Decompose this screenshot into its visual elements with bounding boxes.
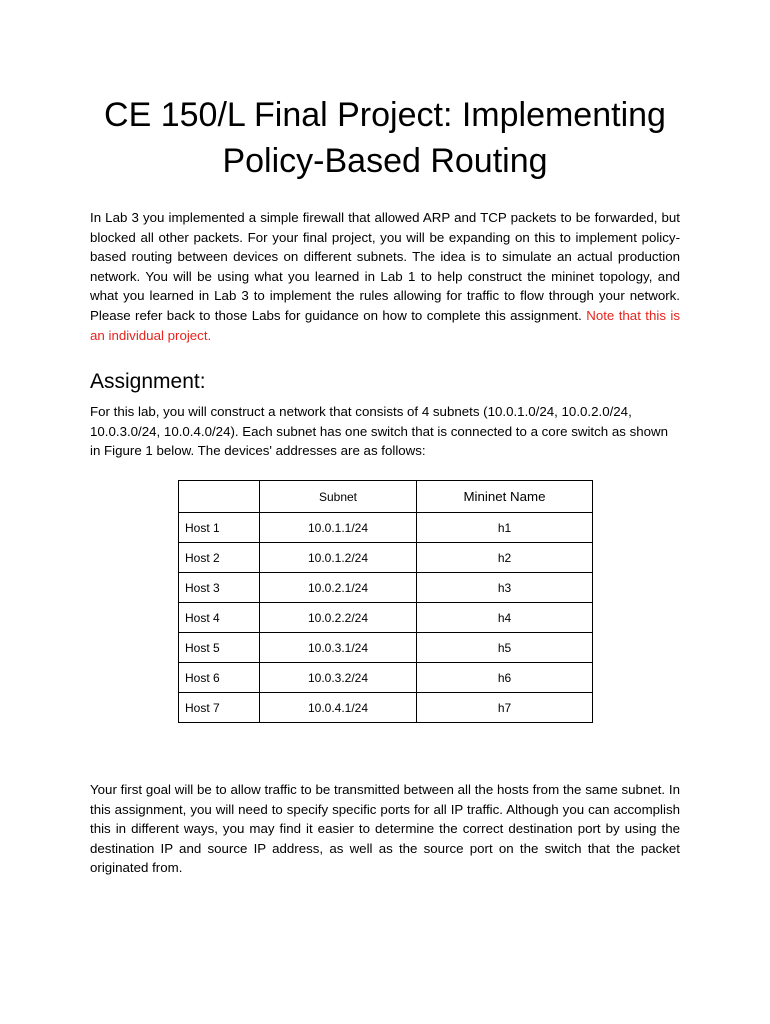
table-row xyxy=(179,663,593,693)
subnet-cell: 10.0.3.2/24 xyxy=(260,663,417,693)
mininet-name-cell: h4 xyxy=(417,603,593,633)
host-cell: Host 5 xyxy=(179,633,260,663)
table-row xyxy=(179,603,593,633)
host-cell: Host 7 xyxy=(179,693,260,723)
table-row xyxy=(179,633,593,663)
title-line-2: Policy-Based Routing xyxy=(222,142,548,180)
table-header-row xyxy=(179,481,593,513)
table-row xyxy=(179,543,593,573)
intro-text: In Lab 3 you implemented a simple firewall that allowed ARP and TCP packets to be forwarded, but blocked all other packets. For your final project, you will be expanding on this to implement policy-based routing between devices on different subnets. The idea is to simulate an actual production network. You will be using what you learned in Lab 1 to help construct the mininet topology, and what you learned in Lab 3 to implement the rules allowing for traffic to flow through your network. Please refer back to those Labs for guidance on how to complete this assignment. xyxy=(90,210,680,323)
header-cell-subnet: Subnet xyxy=(260,481,417,513)
mininet-name-cell: h3 xyxy=(417,573,593,603)
page-title xyxy=(60,92,710,184)
mininet-name-cell: h6 xyxy=(417,663,593,693)
subnet-cell: 10.0.1.2/24 xyxy=(260,543,417,573)
first-goal-paragraph: Your first goal will be to allow traffic to be transmitted between all the hosts from the same subnet. In this assignment, you will need to specify specific ports for all IP traffic. Although you can accomplish this in different ways, you may find it easier to determine the correct destination port by using the destination IP and source IP address, as well as the source port on the switch that the packet originated from. xyxy=(90,782,680,876)
assignment-heading: Assignment: xyxy=(90,370,206,393)
assignment-paragraph: For this lab, you will construct a network that consists of 4 subnets (10.0.1.0/24, 10.0.2.0/24, 10.0.3.0/24, 10.0.4.0/24). Each subnet has one switch that is connected to a core switch as shown in Figure 1 below. The devices' addresses are as follows: xyxy=(90,404,669,459)
mininet-name-cell: h1 xyxy=(417,513,593,543)
subnet-cell: 10.0.2.2/24 xyxy=(260,603,417,633)
subnet-cell: 10.0.4.1/24 xyxy=(260,693,417,723)
table-row xyxy=(179,573,593,603)
mininet-name-cell: h7 xyxy=(417,693,593,723)
table-row xyxy=(179,693,593,723)
host-address-table xyxy=(178,480,593,723)
title-line-1: CE 150/L Final Project: Implementing xyxy=(104,96,666,134)
host-cell: Host 1 xyxy=(179,513,260,543)
subnet-cell: 10.0.3.1/24 xyxy=(260,633,417,663)
host-cell: Host 2 xyxy=(179,543,260,573)
mininet-name-cell: h2 xyxy=(417,543,593,573)
host-cell: Host 4 xyxy=(179,603,260,633)
mininet-name-cell: h5 xyxy=(417,633,593,663)
intro-paragraph xyxy=(90,208,680,345)
header-cell-blank xyxy=(179,481,260,513)
host-cell: Host 3 xyxy=(179,573,260,603)
individual-project-note: Note that this is an individual project. xyxy=(90,307,680,343)
table-row xyxy=(179,513,593,543)
host-cell: Host 6 xyxy=(179,663,260,693)
subnet-cell: 10.0.1.1/24 xyxy=(260,513,417,543)
header-cell-mininet-name: Mininet Name xyxy=(417,481,593,513)
subnet-cell: 10.0.2.1/24 xyxy=(260,573,417,603)
